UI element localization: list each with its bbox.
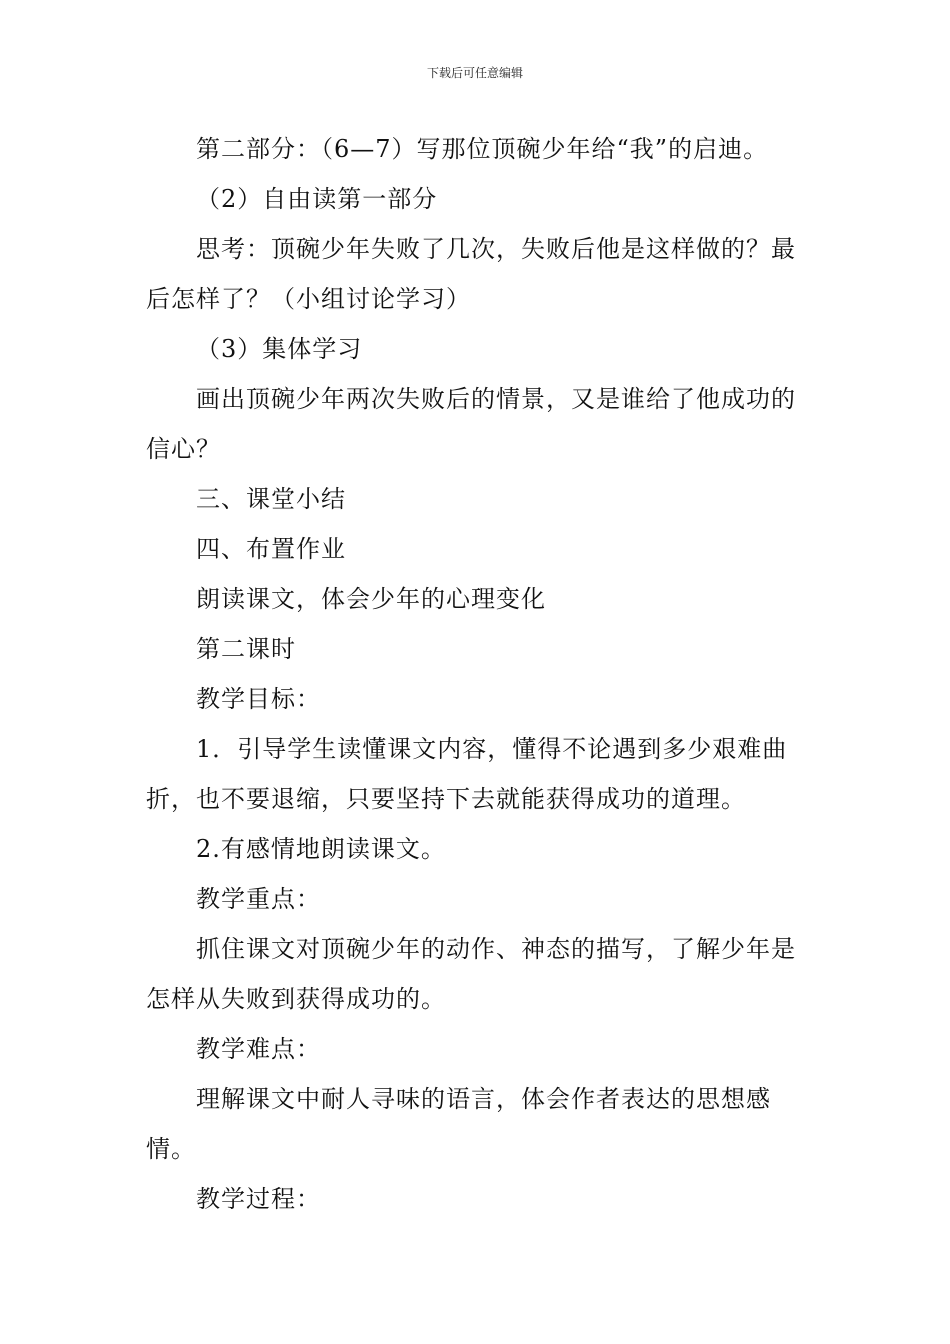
paragraph-second-lesson: 第二课时	[196, 635, 296, 663]
paragraph-class-summary: 三、课堂小结	[196, 485, 346, 513]
paragraph-read-aloud: 朗读课文，体会少年的心理变化	[196, 585, 546, 613]
page-header-note: 下载后可任意编辑	[426, 66, 523, 80]
document-body	[146, 124, 810, 1224]
paragraph-draw-scene: 画出顶碗少年两次失败后的情景，又是谁给了他成功的信心？	[146, 385, 796, 463]
paragraph-difficulties-heading: 教学难点：	[196, 1035, 321, 1063]
paragraph-part-two: 第二部分：（6—7）写那位顶碗少年给“我”的启迪。	[196, 135, 769, 163]
paragraph-difficulties: 理解课文中耐人寻味的语言，体会作者表达的思想感情。	[146, 1085, 771, 1163]
paragraph-key-points-heading: 教学重点：	[196, 885, 321, 913]
paragraph-teaching-goals: 教学目标：	[196, 685, 321, 713]
paragraph-goal-two: 2.有感情地朗读课文。	[196, 835, 446, 863]
paragraph-key-points: 抓住课文对顶碗少年的动作、神态的描写，了解少年是怎样从失败到获得成功的。	[146, 935, 796, 1013]
paragraph-thinking-question: 思考：顶碗少年失败了几次，失败后他是这样做的？最后怎样了？（小组讨论学习）	[146, 235, 796, 313]
paragraph-homework: 四、布置作业	[196, 535, 346, 563]
paragraph-goal-one: 1．引导学生读懂课文内容，懂得不论遇到多少艰难曲折，也不要退缩，只要坚持下去就能获得成功的道理。	[146, 735, 788, 813]
paragraph-free-reading: （2）自由读第一部分	[196, 185, 438, 213]
paragraph-group-study: （3）集体学习	[196, 335, 363, 363]
paragraph-process-heading: 教学过程：	[196, 1185, 321, 1213]
